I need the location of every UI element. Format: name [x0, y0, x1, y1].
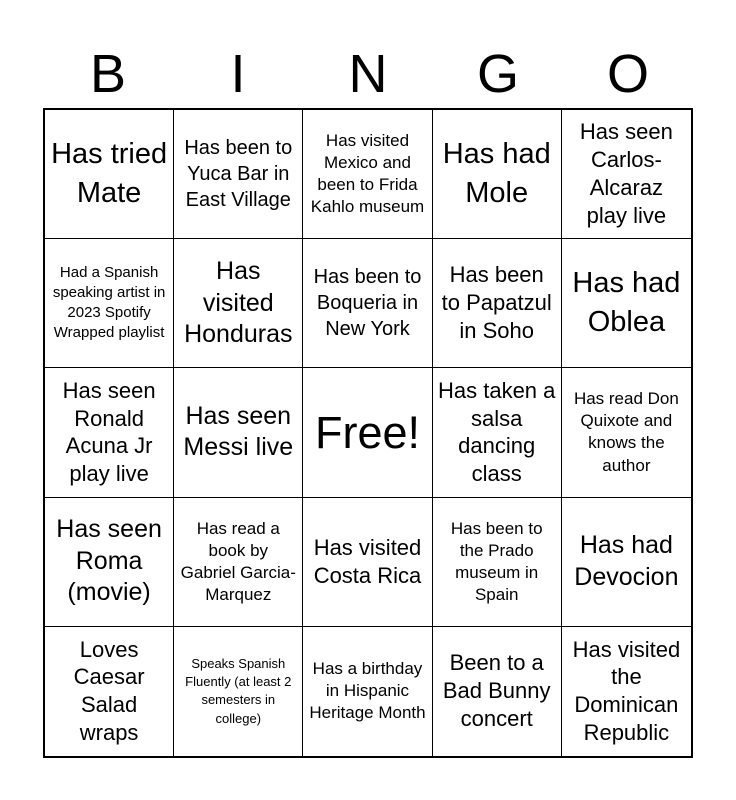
cell-text: Has read a book by Gabriel Garcia-Marquez	[180, 518, 296, 604]
cell-text: Has been to Yuca Bar in East Village	[184, 137, 293, 212]
header-letter-n: N	[348, 44, 388, 104]
free-space: Free!	[314, 406, 420, 458]
cell-text: Has seen Roma (movie)	[56, 515, 162, 607]
bingo-cell	[174, 110, 303, 239]
bingo-board	[43, 108, 693, 758]
bingo-cell	[562, 110, 691, 239]
header-letter-o: O	[606, 44, 649, 104]
cell-text: Has visited the Dominican Republic	[572, 636, 681, 746]
bingo-cell	[174, 368, 303, 497]
cell-text: Has seen Carlos-Alcaraz play live	[579, 119, 673, 229]
bingo-cell	[303, 110, 432, 239]
header-letter-i: I	[230, 44, 246, 104]
cell-text: Has had Devocion	[574, 531, 679, 591]
bingo-cell	[562, 368, 691, 497]
cell-text: Has visited Costa Rica	[313, 534, 422, 588]
bingo-cell	[562, 498, 691, 627]
bingo-cell	[562, 627, 691, 756]
cell-text: Has been to Papatzul in Soho	[441, 262, 552, 344]
cell-text: Has tried Mate	[51, 138, 168, 210]
cell-text: Had a Spanish speaking artist in 2023 Spotify Wrapped playlist	[52, 264, 166, 342]
cell-text: Has seen Ronald Acuna Jr play live	[62, 377, 156, 487]
cell-text: Has seen Messi live	[183, 401, 294, 462]
bingo-cell	[303, 498, 432, 627]
bingo-cell	[45, 368, 174, 497]
bingo-cell	[174, 498, 303, 627]
bingo-cell	[174, 239, 303, 368]
cell-text: Has visited Mexico and been to Frida Kahlo museum	[310, 130, 425, 217]
bingo-header	[43, 40, 693, 108]
cell-text: Has taken a salsa dancing class	[437, 377, 556, 487]
bingo-cell	[303, 239, 432, 368]
cell-text: Has had Mole	[442, 138, 551, 210]
bingo-cell	[562, 239, 691, 368]
bingo-cell	[433, 110, 562, 239]
bingo-cell	[45, 627, 174, 756]
header-letter-b: B	[89, 44, 127, 104]
cell-text: Has a birthday in Hispanic Heritage Month	[309, 659, 426, 723]
cell-text: Has visited Honduras	[184, 257, 293, 349]
bingo-cell	[433, 368, 562, 497]
bingo-cell	[303, 368, 432, 497]
bingo-cell	[433, 627, 562, 756]
cell-text: Has read Don Quixote and knows the author	[573, 389, 679, 475]
bingo-cell	[433, 498, 562, 627]
bingo-cell	[433, 239, 562, 368]
bingo-cell	[45, 498, 174, 627]
cell-text: Has been to the Prado museum in Spain	[450, 518, 543, 604]
cell-text: Loves Caesar Salad wraps	[73, 636, 145, 746]
cell-text: Been to a Bad Bunny concert	[442, 650, 551, 732]
bingo-cell	[303, 627, 432, 756]
cell-text: Has been to Boqueria in New York	[313, 266, 422, 341]
cell-text: Has had Oblea	[572, 267, 681, 339]
bingo-cell	[45, 239, 174, 368]
cell-text: Speaks Spanish Fluently (at least 2 semesters in college)	[185, 656, 292, 726]
bingo-cell	[45, 110, 174, 239]
header-letter-g: G	[476, 44, 519, 104]
bingo-cell	[174, 627, 303, 756]
